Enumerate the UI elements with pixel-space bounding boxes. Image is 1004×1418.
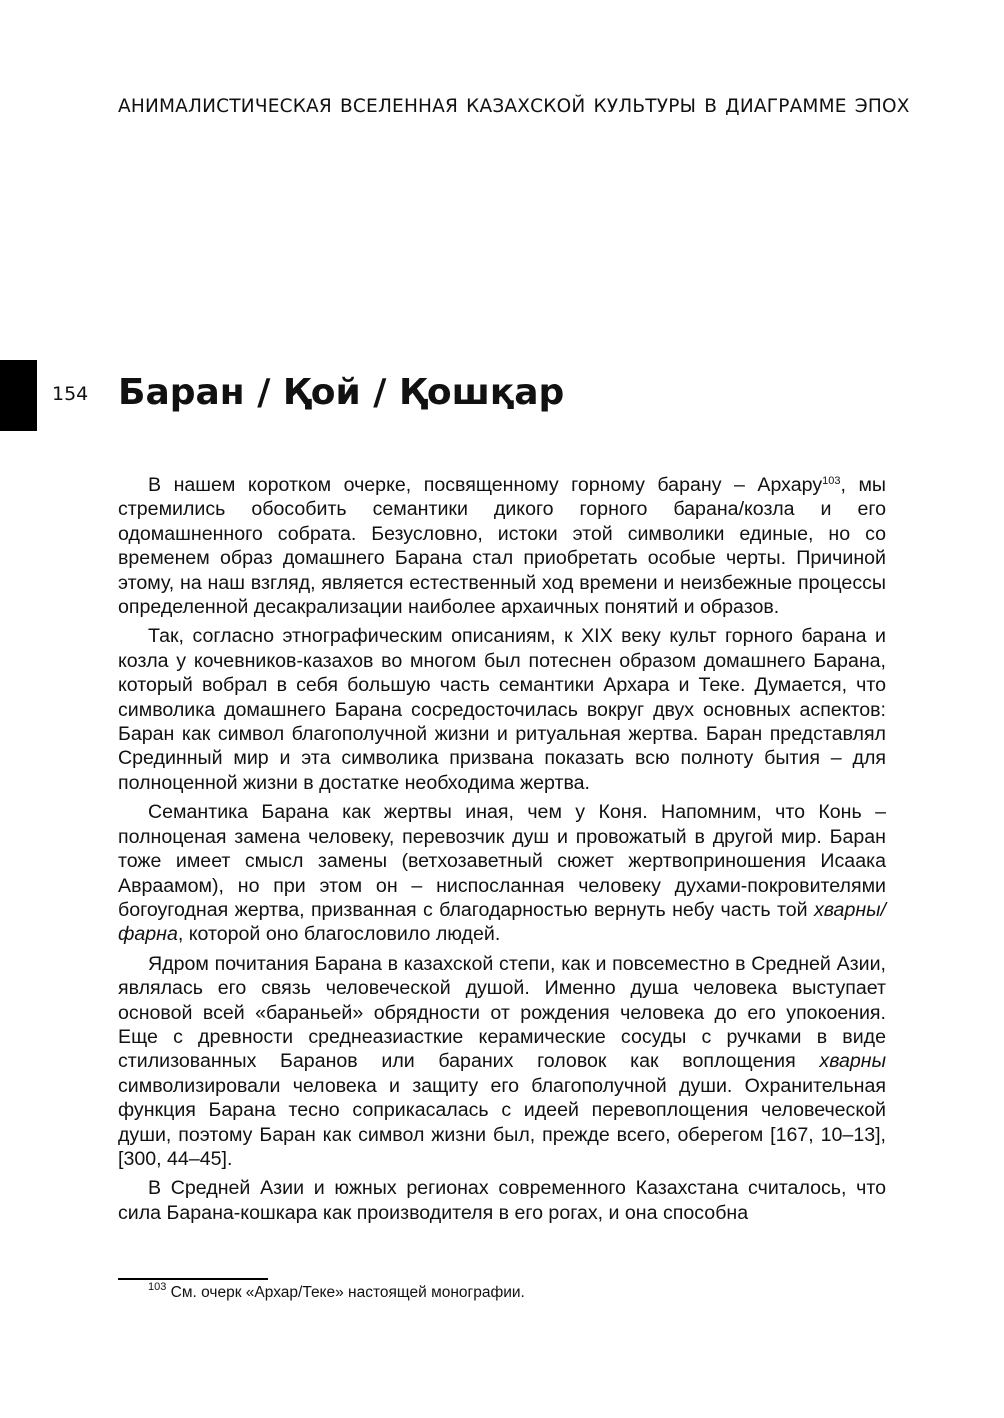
footnote-rule bbox=[118, 1278, 268, 1280]
chapter-title: Баран / Қой / Қошқар bbox=[118, 372, 565, 413]
paragraph: Так, согласно этнографическим описаниям, к XIX веку культ горного барана и козла у кочевников-казахов во многом был потеснен образом домашнего Барана, который вобрал в себя большую часть семантики Архара и Теке. Думается, что символика домашнего Барана сосредосточилась вокруг двух основных аспектов: Баран как символ благополучной жизни и ритуальная жертва. Баран представлял Срединный мир и эта символика призвана показать всю полноту бытия – для полноценной жизни в достатке необходима жертва. bbox=[118, 625, 886, 794]
body-text bbox=[118, 473, 886, 1230]
page-number: 154 bbox=[52, 383, 89, 405]
paragraph: Ядром почитания Барана в казахской степи, как и повсеместно в Средней Азии, являлась его связь человеческой душой. Именно душа человека выступает основой всей «бараньей» обрядности от рождения человека до его упокоения. Еще с древности среднеазиасткие керамические сосуды с ручками в виде стилизованных Баранов или бараних головок как воплощения хварны символизировали человека и защиту его благополучной души. Охранительная функция Барана тесно соприкасалась с идеей перевоплощения человеческой души, поэтому Баран как символ жизни был, прежде всего, оберегом [167, 10–13], [300, 44–45]. bbox=[118, 952, 886, 1170]
running-head: АНИМАЛИСТИЧЕСКАЯ ВСЕЛЕННАЯ КАЗАХСКОЙ КУЛЬТУРЫ В ДИАГРАММЕ ЭПОХ bbox=[118, 96, 910, 117]
paragraph: В нашем коротком очерке, посвященному горному барану – Архару$^{103}$, мы стремились обособить семантики дикого горного барана/козла и его одомашненного собрата. Безусловно, истоки этой символики единые, но со временем образ домашнего Барана стал приобретать особые черты. Причиной этому, на наш взгляд, является естественный ход времени и неизбежные процессы определенной десакрализации наиболее архаичных понятий и образов. bbox=[118, 474, 886, 619]
italic-term: хварны bbox=[819, 1050, 886, 1073]
footnote-number: 103 bbox=[148, 1281, 167, 1293]
footnote: $^{103}$ См. очерк «Архар/Теке» настоящей монографии. bbox=[148, 1281, 525, 1301]
paragraph: Семантика Барана как жертвы иная, чем у Коня. Напомним, что Конь – полноценая замена человеку, перевозчик душ и провожатый в другой мир. Баран тоже имеет смысл замены (ветхозаветный сюжет жертвоприношения Исаака Авраамом), но при этом он – ниспосланная человеку духами-покровителями богоугодная жертва, призванная с благодарностью вернуть небу часть той хварны/фарна, которой оно благословило людей. bbox=[118, 801, 886, 946]
italic-term: хварны/фарна bbox=[118, 898, 886, 946]
paragraph: В Средней Азии и южных регионах современного Казахстана считалось, что сила Барана-кошкара как производителя в его рогах, и она способна bbox=[118, 1177, 886, 1224]
footnote-ref[interactable]: 103 bbox=[822, 475, 841, 487]
page-edge-tab bbox=[0, 360, 37, 431]
